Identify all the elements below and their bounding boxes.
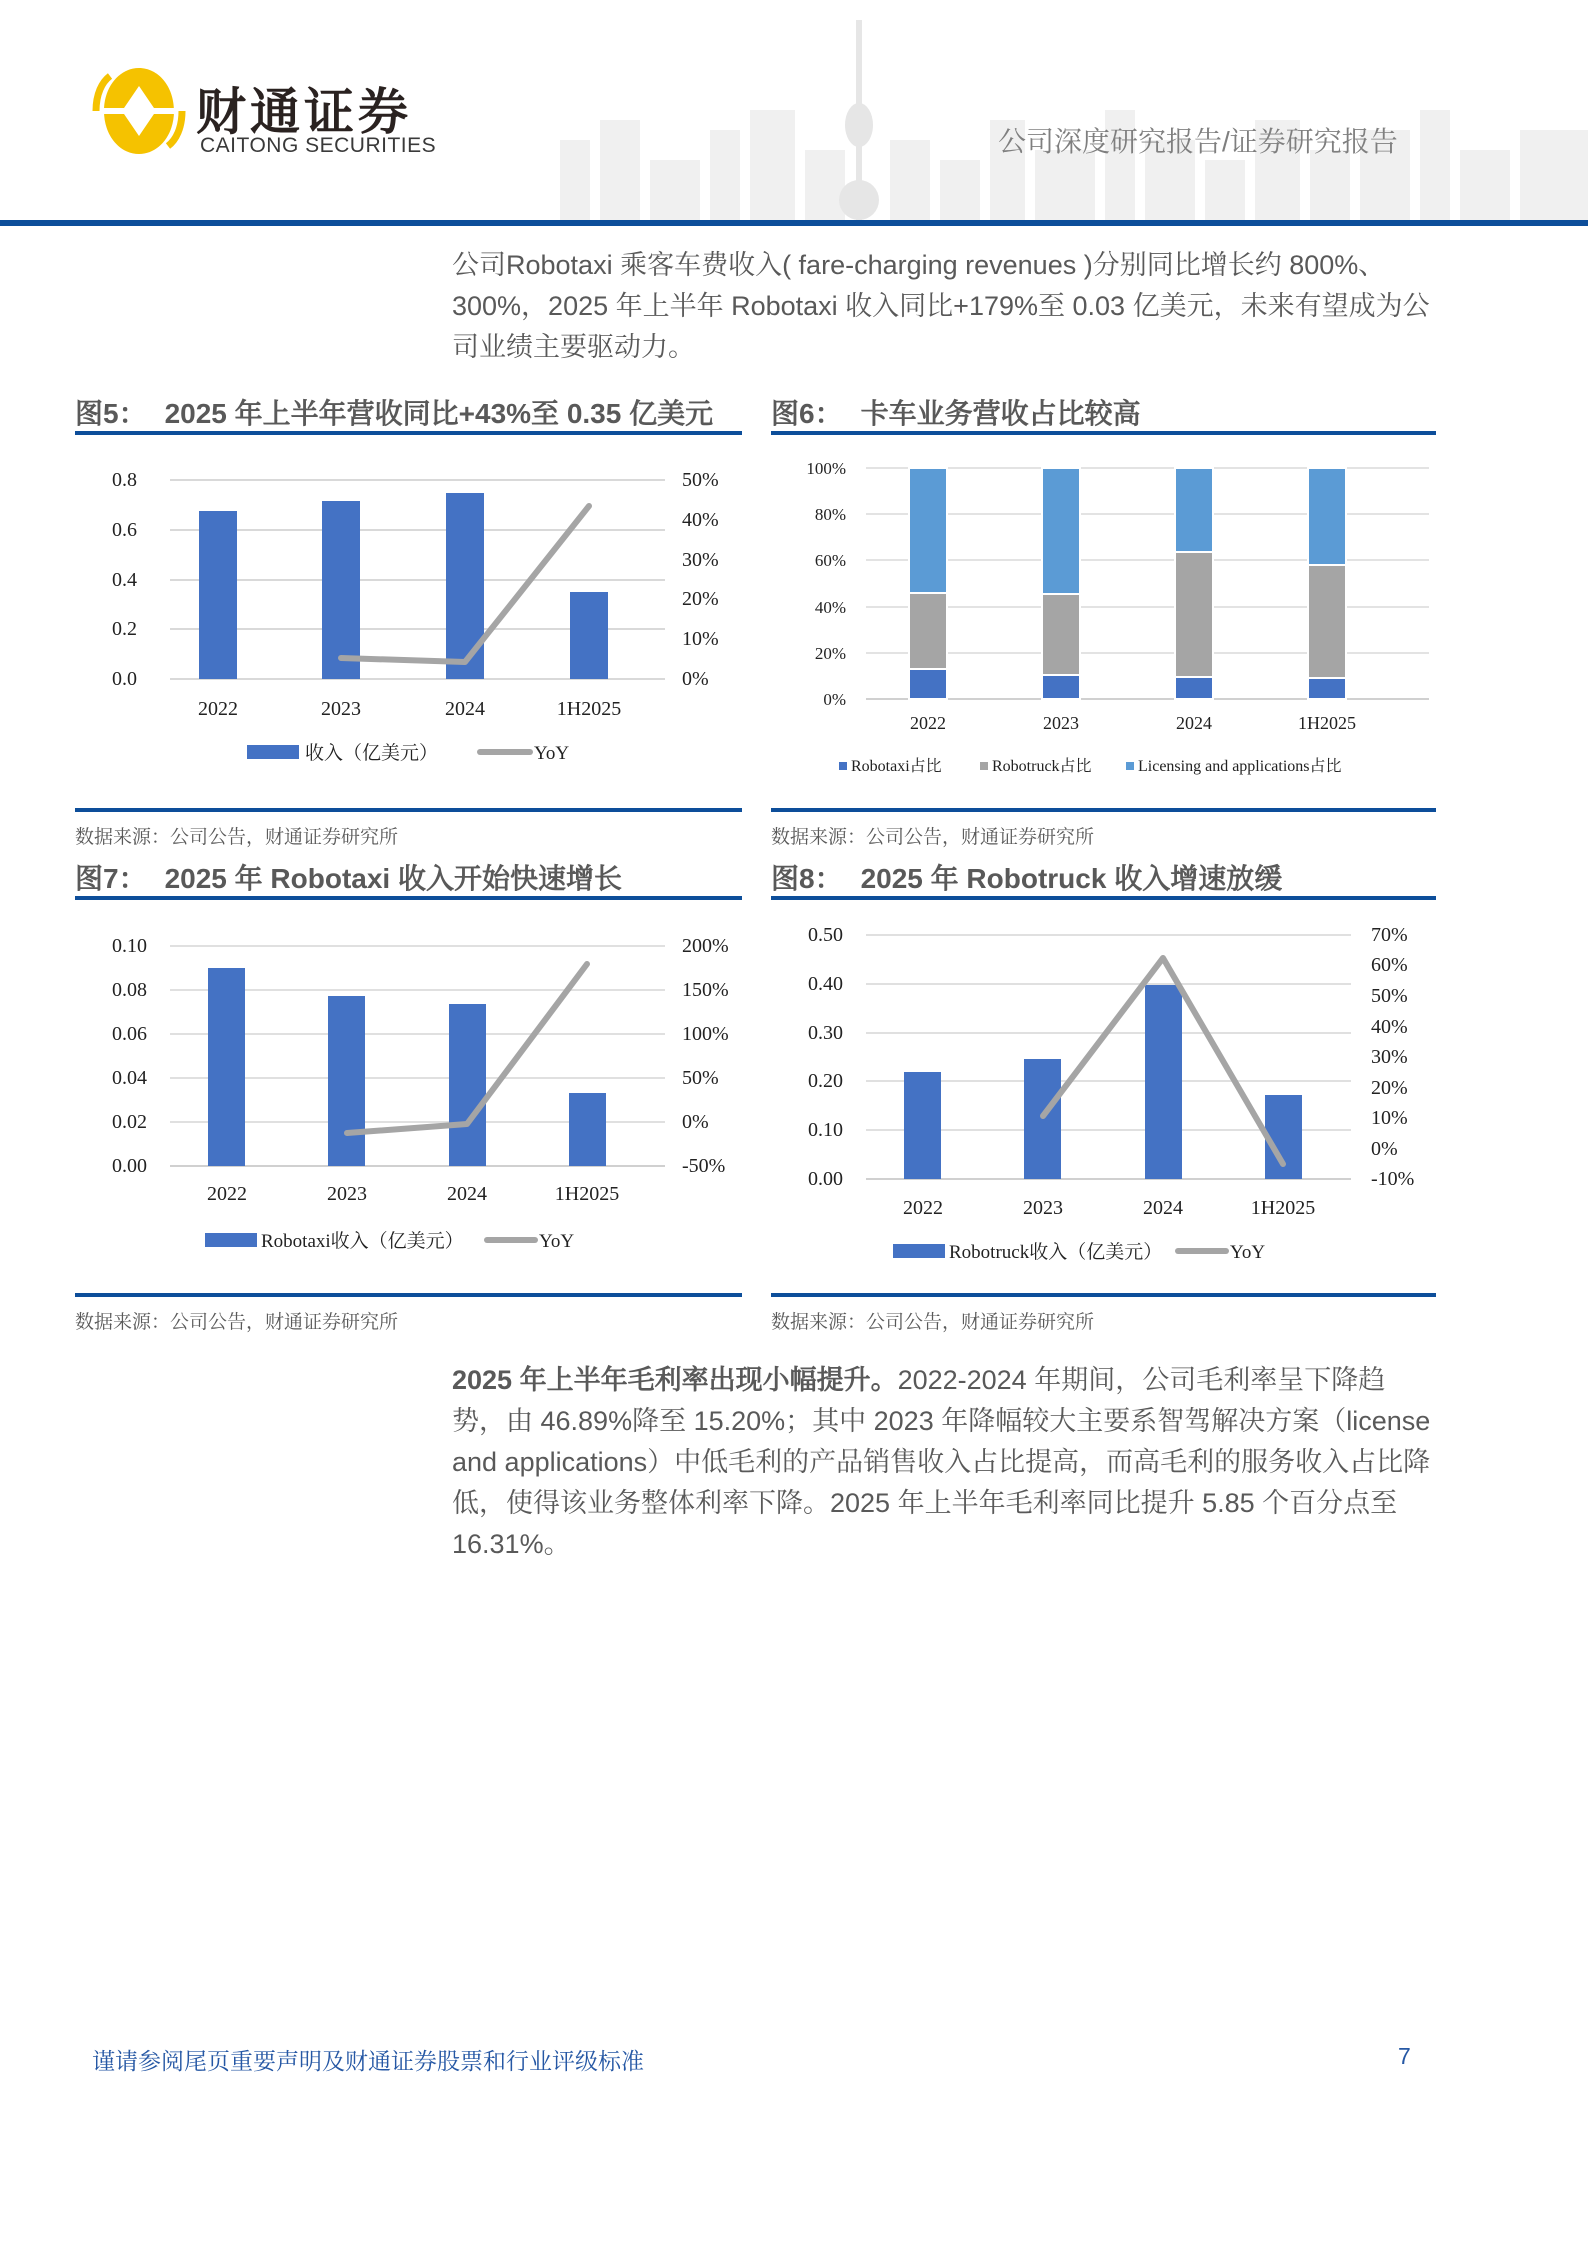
svg-text:0.50: 0.50 xyxy=(808,924,843,946)
svg-text:0.40: 0.40 xyxy=(808,973,843,995)
svg-text:20%: 20% xyxy=(1371,1077,1408,1099)
svg-text:0%: 0% xyxy=(682,1111,709,1133)
figure-number: 图8： xyxy=(771,863,843,894)
svg-text:40%: 40% xyxy=(1371,1016,1408,1038)
paragraph-lead: 2025 年上半年毛利率出现小幅提升。 xyxy=(452,1365,898,1395)
svg-text:-50%: -50% xyxy=(682,1155,726,1177)
y-axis-left xyxy=(806,459,846,709)
figure-7-source: 数据来源：公司公告，财通证券研究所 xyxy=(75,1312,399,1333)
svg-text:1H2025: 1H2025 xyxy=(556,698,622,720)
svg-text:50%: 50% xyxy=(682,469,719,491)
figure-5-title-rule xyxy=(75,431,742,435)
figure-caption: 2025 年 Robotruck 收入增速放缓 xyxy=(860,863,1283,894)
footer-disclaimer-link[interactable]: 谨请参阅尾页重要声明及财通证券股票和行业评级标准 xyxy=(92,2048,644,2074)
svg-text:2023: 2023 xyxy=(321,698,361,720)
figure-caption: 卡车业务营收占比较高 xyxy=(860,398,1141,429)
y-axis-right xyxy=(1371,924,1414,1190)
svg-text:30%: 30% xyxy=(682,549,719,571)
svg-text:0%: 0% xyxy=(1371,1138,1398,1160)
svg-text:0.08: 0.08 xyxy=(112,979,147,1001)
svg-text:2024: 2024 xyxy=(1176,713,1212,733)
figure-8-source: 数据来源：公司公告，财通证券研究所 xyxy=(771,1312,1095,1333)
legend xyxy=(247,742,569,764)
svg-text:2024: 2024 xyxy=(1143,1197,1183,1219)
svg-text:50%: 50% xyxy=(682,1067,719,1089)
page-number: 7 xyxy=(1398,2043,1411,2069)
svg-text:0.10: 0.10 xyxy=(112,935,147,957)
svg-text:0.6: 0.6 xyxy=(112,519,137,541)
paragraph-body: 2022-2024 年期间，公司毛利率呈下降趋势，由 46.89%降至 15.20%；其中 2023 年降幅较大主要系智驾解决方案（license and applications）中低毛利的产品销售收入占比提高，而高毛利的服务收入占比降低，使得该业务整体利率下降。2025 年上半年毛利率同比提升 5.85 个百分点至 16.31%。 xyxy=(452,1365,1431,1559)
y-axis-left xyxy=(112,935,147,1177)
svg-text:0%: 0% xyxy=(682,668,709,690)
figure-6-title xyxy=(771,392,1141,432)
figure-number: 图6： xyxy=(771,398,843,429)
svg-text:30%: 30% xyxy=(1371,1046,1408,1068)
svg-text:0.8: 0.8 xyxy=(112,469,137,491)
svg-text:100%: 100% xyxy=(682,1023,729,1045)
svg-text:80%: 80% xyxy=(814,505,846,524)
figure-7-title xyxy=(75,857,622,897)
x-axis xyxy=(910,713,1356,733)
figure-5-bottom-rule xyxy=(75,808,742,812)
figure-number: 图5： xyxy=(75,398,147,429)
svg-text:Robotaxi收入（亿美元）: Robotaxi收入（亿美元） xyxy=(261,1231,464,1252)
svg-text:2023: 2023 xyxy=(1043,713,1079,733)
figure-5-title xyxy=(75,392,713,432)
svg-text:Licensing and applications占比: Licensing and applications占比 xyxy=(1138,758,1342,775)
body-paragraph-1: 公司Robotaxi 乘客车费收入( fare-charging revenues )分别同比增长约 800%、300%，2025 年上半年 Robotaxi 收入同比+179%至 0.03 亿美元，未来有望成为公司业绩主要驱动力。 xyxy=(452,250,1430,362)
y-axis-left xyxy=(808,924,843,1190)
figure-6-bottom-rule xyxy=(771,808,1436,812)
svg-text:40%: 40% xyxy=(814,598,846,617)
figure-5-chart xyxy=(75,450,742,780)
figure-number: 图7： xyxy=(75,863,147,894)
svg-text:2024: 2024 xyxy=(445,698,485,720)
figure-8-bottom-rule xyxy=(771,1293,1436,1297)
header-divider xyxy=(0,220,1588,226)
figure-6-chart xyxy=(771,450,1436,790)
figure-7-bottom-rule xyxy=(75,1293,742,1297)
x-axis xyxy=(903,1197,1315,1219)
svg-text:2022: 2022 xyxy=(198,698,238,720)
brand-name-cn: 财通证券 xyxy=(196,82,412,141)
figure-8-chart xyxy=(771,920,1436,1280)
svg-text:Robotruck收入（亿美元）: Robotruck收入（亿美元） xyxy=(949,1242,1163,1263)
y-axis-left xyxy=(112,469,137,690)
svg-text:-10%: -10% xyxy=(1371,1168,1415,1190)
y-axis-right xyxy=(682,935,729,1177)
caitong-logo-icon xyxy=(92,64,186,158)
svg-text:2024: 2024 xyxy=(447,1183,487,1205)
figure-5-source: 数据来源：公司公告，财通证券研究所 xyxy=(75,827,399,848)
svg-text:1H2025: 1H2025 xyxy=(1298,713,1356,733)
svg-text:2023: 2023 xyxy=(1023,1197,1063,1219)
svg-text:0.10: 0.10 xyxy=(808,1119,843,1141)
figure-7-chart xyxy=(75,920,742,1260)
report-type-label: 公司深度研究报告/证券研究报告 xyxy=(998,126,1398,157)
svg-text:0.20: 0.20 xyxy=(808,1070,843,1092)
figure-6-source: 数据来源：公司公告，财通证券研究所 xyxy=(771,827,1095,848)
svg-text:0.4: 0.4 xyxy=(112,569,137,591)
svg-text:60%: 60% xyxy=(814,551,846,570)
svg-text:10%: 10% xyxy=(682,628,719,650)
svg-text:收入（亿美元）: 收入（亿美元） xyxy=(305,743,439,764)
svg-text:40%: 40% xyxy=(682,509,719,531)
svg-text:1H2025: 1H2025 xyxy=(1250,1197,1316,1219)
svg-text:YoY: YoY xyxy=(534,743,570,764)
svg-text:0%: 0% xyxy=(823,690,846,709)
svg-text:0.0: 0.0 xyxy=(112,668,137,690)
svg-text:YoY: YoY xyxy=(539,1231,575,1252)
figure-8-title xyxy=(771,857,1282,897)
svg-text:0.00: 0.00 xyxy=(112,1155,147,1177)
body-paragraph-2 xyxy=(452,1360,1437,1565)
svg-text:70%: 70% xyxy=(1371,924,1408,946)
svg-text:20%: 20% xyxy=(682,588,719,610)
figure-7-title-rule xyxy=(75,896,742,900)
figure-8-title-rule xyxy=(771,896,1436,900)
svg-text:YoY: YoY xyxy=(1230,1242,1266,1263)
x-axis xyxy=(207,1183,619,1205)
svg-text:Robotruck占比: Robotruck占比 xyxy=(992,758,1092,775)
svg-text:1H2025: 1H2025 xyxy=(554,1183,620,1205)
svg-text:2022: 2022 xyxy=(910,713,946,733)
legend xyxy=(839,757,1342,775)
svg-text:20%: 20% xyxy=(814,644,846,663)
legend xyxy=(205,1230,574,1252)
svg-text:150%: 150% xyxy=(682,979,729,1001)
brand-name-en: CAITONG SECURITIES xyxy=(200,134,437,157)
svg-text:0.30: 0.30 xyxy=(808,1022,843,1044)
y-axis-right xyxy=(682,469,719,690)
x-axis xyxy=(198,698,621,720)
svg-text:10%: 10% xyxy=(1371,1107,1408,1129)
svg-text:0.06: 0.06 xyxy=(112,1023,147,1045)
revenue-bars xyxy=(199,493,608,679)
stacked-bars xyxy=(909,468,1346,699)
svg-text:Robotaxi占比: Robotaxi占比 xyxy=(851,758,942,775)
svg-text:2023: 2023 xyxy=(327,1183,367,1205)
svg-text:0.2: 0.2 xyxy=(112,618,137,640)
svg-text:0.04: 0.04 xyxy=(112,1067,147,1089)
svg-text:0.02: 0.02 xyxy=(112,1111,147,1133)
figure-6-title-rule xyxy=(771,431,1436,435)
svg-text:200%: 200% xyxy=(682,935,729,957)
svg-text:0.00: 0.00 xyxy=(808,1168,843,1190)
page-header xyxy=(0,0,1588,225)
figure-caption: 2025 年上半年营收同比+43%至 0.35 亿美元 xyxy=(164,398,714,429)
svg-text:50%: 50% xyxy=(1371,985,1408,1007)
svg-text:2022: 2022 xyxy=(207,1183,247,1205)
robotaxi-revenue-bars xyxy=(208,968,606,1166)
svg-text:100%: 100% xyxy=(806,459,846,478)
figure-caption: 2025 年 Robotaxi 收入开始快速增长 xyxy=(164,863,622,894)
legend xyxy=(893,1241,1265,1263)
svg-text:2022: 2022 xyxy=(903,1197,943,1219)
svg-text:60%: 60% xyxy=(1371,954,1408,976)
